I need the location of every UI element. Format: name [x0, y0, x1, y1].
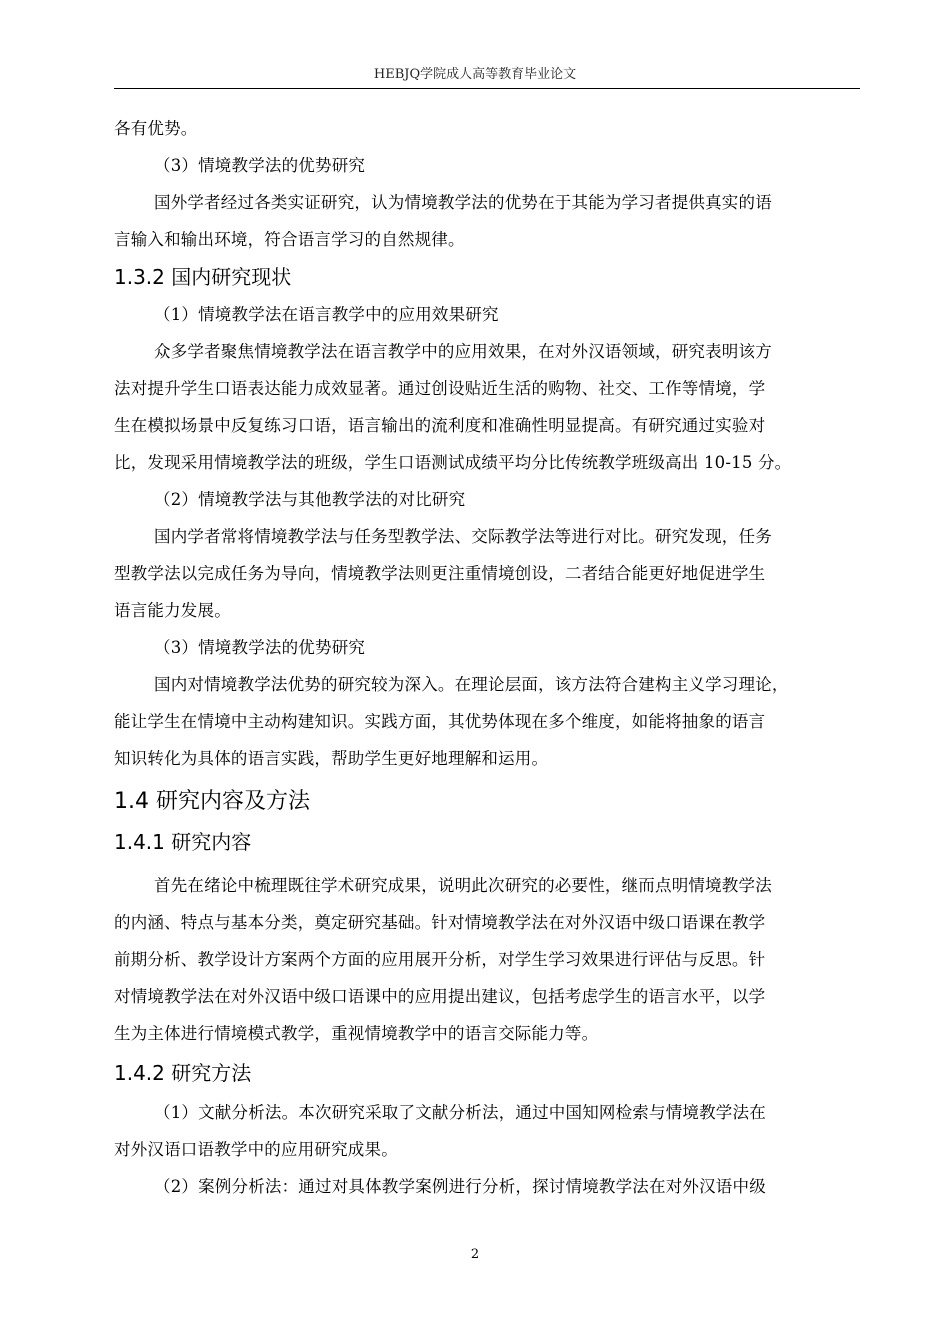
header-divider: [114, 88, 860, 89]
paragraph-line: （1）文献分析法。本次研究采取了文献分析法，通过中国知网检索与情境教学法在: [154, 1103, 766, 1122]
paragraph-line: 言输入和输出环境，符合语言学习的自然规律。: [114, 230, 465, 249]
paragraph-line: 众多学者聚焦情境教学法在语言教学中的应用效果，在对外汉语领域，研究表明该方: [154, 342, 772, 361]
paragraph-line: 型教学法以完成任务为导向，情境教学法则更注重情境创设，二者结合能更好地促进学生: [114, 564, 766, 583]
paragraph-line: 国内学者常将情境教学法与任务型教学法、交际教学法等进行对比。研究发现，任务: [154, 527, 772, 546]
running-header: HEBJQ学院成人高等教育毕业论文: [373, 67, 577, 82]
page-number: 2: [470, 1247, 480, 1262]
section-heading-1-4-2: 1.4.2 研究方法: [114, 1061, 252, 1085]
paragraph-line: 国内对情境教学法优势的研究较为深入。在理论层面，该方法符合建构主义学习理论，: [154, 675, 789, 694]
paragraph-line: 生在模拟场景中反复练习口语，语言输出的流利度和准确性明显提高。有研究通过实验对: [114, 416, 766, 435]
paragraph-line: 首先在绪论中梳理既往学术研究成果，说明此次研究的必要性，继而点明情境教学法: [154, 876, 772, 895]
section-heading-1-3-2: 1.3.2 国内研究现状: [114, 265, 292, 289]
paragraph-line: （2）案例分析法：通过对具体教学案例进行分析，探讨情境教学法在对外汉语中级: [154, 1177, 766, 1196]
paragraph-line: 能让学生在情境中主动构建知识。实践方面，其优势体现在多个维度，如能将抽象的语言: [114, 712, 766, 731]
paragraph-line: 生为主体进行情境模式教学，重视情境教学中的语言交际能力等。: [114, 1024, 599, 1043]
paragraph-line: 的内涵、特点与基本分类，奠定研究基础。针对情境教学法在对外汉语中级口语课在教学: [114, 913, 766, 932]
list-item-heading: （1）情境教学法在语言教学中的应用效果研究: [154, 305, 499, 324]
paragraph-line: 知识转化为具体的语言实践，帮助学生更好地理解和运用。: [114, 749, 549, 768]
paragraph-line: 比，发现采用情境教学法的班级，学生口语测试成绩平均分比传统教学班级高出 10-15 分。: [114, 453, 792, 472]
list-item-heading: （2）情境教学法与其他教学法的对比研究: [154, 490, 466, 509]
list-item-heading: （3）情境教学法的优势研究: [154, 638, 366, 657]
list-item-heading: （3）情境教学法的优势研究: [154, 156, 366, 175]
section-heading-1-4: 1.4 研究内容及方法: [114, 789, 310, 814]
section-heading-1-4-1: 1.4.1 研究内容: [114, 830, 252, 854]
paragraph-line: 对情境教学法在对外汉语中级口语课中的应用提出建议，包括考虑学生的语言水平，以学: [114, 987, 766, 1006]
paragraph-line: 对外汉语口语教学中的应用研究成果。: [114, 1140, 398, 1159]
paragraph-line: 国外学者经过各类实证研究，认为情境教学法的优势在于其能为学习者提供真实的语: [154, 193, 772, 212]
paragraph-line: 前期分析、教学设计方案两个方面的应用展开分析，对学生学习效果进行评估与反思。针: [114, 950, 766, 969]
paragraph-line: 各有优势。: [114, 119, 198, 138]
page-body: [114, 110, 860, 1205]
paragraph-line: 语言能力发展。: [114, 601, 231, 620]
paragraph-line: 法对提升学生口语表达能力成效显著。通过创设贴近生活的购物、社交、工作等情境，学: [114, 379, 766, 398]
